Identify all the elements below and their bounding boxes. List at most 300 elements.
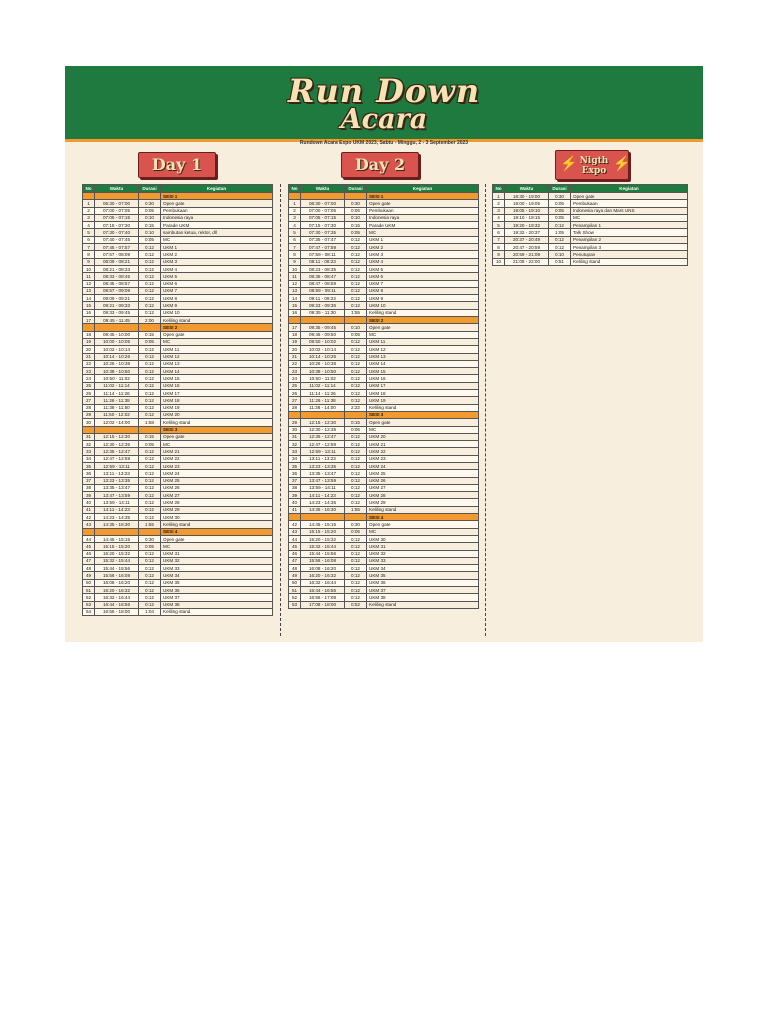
session-blank (95, 528, 139, 535)
table-row (289, 324, 479, 331)
row-activity: UKM 28 (161, 499, 273, 506)
session-header-row (289, 193, 479, 200)
row-time: 16:56 - 18:00 (95, 608, 139, 615)
row-time: 08:21 - 08:33 (95, 265, 139, 272)
row-number: 20 (83, 346, 95, 353)
row-duration: 0:12 (139, 514, 161, 521)
table-row (83, 470, 273, 477)
row-number: 5 (289, 229, 301, 236)
row-time: 09:45 - 11:45 (95, 317, 139, 324)
row-duration: 0:12 (549, 222, 571, 229)
row-time: 08:23 - 08:35 (301, 265, 345, 272)
table-row (83, 280, 273, 287)
row-number: 9 (493, 251, 505, 258)
row-number: 8 (83, 251, 95, 258)
header-durasi: Durasi (549, 185, 571, 193)
row-time: 16:32 - 16:44 (95, 594, 139, 601)
row-number: 41 (289, 506, 301, 513)
row-number: 13 (83, 287, 95, 294)
row-time: 08:33 - 08:45 (95, 273, 139, 280)
row-number: 16 (289, 309, 301, 316)
table-row (83, 579, 273, 586)
row-time: 11:38 - 14:00 (301, 404, 345, 411)
row-time: 19:10 - 19:15 (505, 214, 549, 221)
row-number: 34 (289, 455, 301, 462)
row-number: 19 (83, 338, 95, 345)
row-number: 24 (83, 375, 95, 382)
table-row (289, 455, 479, 462)
table-row (83, 360, 273, 367)
row-activity: UKM 16 (367, 375, 479, 382)
row-duration: 0:12 (139, 557, 161, 564)
row-activity: Pembukaan (367, 207, 479, 214)
table-row (83, 287, 273, 294)
session-blank (289, 514, 301, 521)
row-duration: 0:12 (345, 477, 367, 484)
column-divider (485, 184, 486, 636)
row-activity: UKM 13 (161, 360, 273, 367)
row-number: 20 (289, 346, 301, 353)
row-activity: UKM 29 (161, 506, 273, 513)
table-row (83, 207, 273, 214)
row-time: 09:35 - 11:30 (301, 309, 345, 316)
row-number: 10 (493, 258, 505, 265)
row-duration: 0:12 (345, 382, 367, 389)
row-duration: 0:10 (345, 214, 367, 221)
header-waktu: Waktu (301, 185, 345, 193)
table-row (289, 448, 479, 455)
event-subtitle: Rundown Acara Expo UKM 2023, Sabtu - Minggu, 2 - 3 September 2023 (299, 140, 469, 146)
row-number: 53 (289, 601, 301, 608)
row-number: 42 (83, 514, 95, 521)
row-number: 22 (289, 360, 301, 367)
row-duration: 0:10 (139, 229, 161, 236)
row-time: 12:35 - 12:47 (95, 448, 139, 455)
header-durasi: Durasi (139, 185, 161, 193)
row-duration: 0:15 (139, 433, 161, 440)
rundown-poster (65, 66, 703, 642)
row-activity: UKM 38 (367, 594, 479, 601)
table-row (493, 193, 688, 200)
row-duration: 0:12 (139, 565, 161, 572)
table-row (83, 236, 273, 243)
day-2-schedule-table (288, 184, 479, 609)
row-number: 18 (83, 331, 95, 338)
row-duration: 0:12 (139, 462, 161, 469)
row-duration: 0:12 (139, 499, 161, 506)
row-duration: 0:10 (345, 324, 367, 331)
session-label: SESI 2 (367, 317, 479, 324)
row-time: 11:26 - 11:38 (301, 397, 345, 404)
row-time: 11:14 - 11:26 (95, 390, 139, 397)
row-duration: 0:12 (139, 368, 161, 375)
table-row (493, 236, 688, 243)
table-row (83, 550, 273, 557)
row-duration: 0:12 (139, 258, 161, 265)
table-row (289, 353, 479, 360)
row-number: 6 (493, 229, 505, 236)
session-blank (139, 528, 161, 535)
row-duration: 0:12 (345, 302, 367, 309)
table-row (493, 214, 688, 221)
row-activity: UKM 35 (367, 572, 479, 579)
row-activity: UKM 23 (367, 455, 479, 462)
row-duration: 0:12 (345, 455, 367, 462)
row-time: 11:02 - 11:14 (301, 382, 345, 389)
row-activity: UKM 7 (367, 280, 479, 287)
session-label: SESI 4 (367, 514, 479, 521)
row-number: 44 (83, 535, 95, 542)
row-time: 07:15 - 07:30 (301, 222, 345, 229)
row-time: 07:00 - 07:05 (95, 207, 139, 214)
row-activity: UKM 22 (367, 448, 479, 455)
day-2-badge: Day 2 (341, 152, 419, 178)
header-kegiatan: Kegiatan (571, 185, 688, 193)
row-activity: UKM 15 (367, 368, 479, 375)
session-blank (345, 193, 367, 200)
row-duration: 0:12 (345, 587, 367, 594)
row-activity: UKM 30 (367, 535, 479, 542)
row-duration: 0:12 (345, 295, 367, 302)
table-row (83, 404, 273, 411)
row-duration: 0:12 (345, 492, 367, 499)
session-header-row (289, 317, 479, 324)
table-row (289, 368, 479, 375)
row-activity: UKM 14 (367, 360, 479, 367)
row-activity: UKM 30 (161, 514, 273, 521)
row-duration: 0:12 (345, 265, 367, 272)
row-activity: UKM 24 (367, 462, 479, 469)
row-activity: UKM 34 (367, 565, 479, 572)
row-duration: 0:12 (139, 287, 161, 294)
table-row (83, 214, 273, 221)
row-activity: UKM 3 (161, 258, 273, 265)
row-time: 10:14 - 10:26 (301, 353, 345, 360)
header-kegiatan: Kegiatan (367, 185, 479, 193)
row-duration: 0:15 (139, 222, 161, 229)
row-activity: UKM 2 (367, 244, 479, 251)
row-number: 31 (83, 433, 95, 440)
night-label-line1: Nigth (579, 156, 609, 166)
row-duration: 0:05 (345, 528, 367, 535)
row-time: 09:35 - 09:45 (301, 324, 345, 331)
row-duration: 0:12 (345, 287, 367, 294)
row-duration: 0:12 (139, 375, 161, 382)
lightning-icon: ⚡ (613, 156, 631, 172)
row-duration: 0:12 (345, 360, 367, 367)
table-header-row (289, 185, 479, 193)
row-time: 10:26 - 10:38 (95, 360, 139, 367)
row-activity: UKM 15 (161, 375, 273, 382)
row-duration: 0:12 (345, 368, 367, 375)
session-label: SESI 1 (161, 193, 273, 200)
row-duration: 0:12 (139, 448, 161, 455)
row-duration: 0:12 (139, 587, 161, 594)
row-time: 13:59 - 14:11 (301, 484, 345, 491)
session-blank (139, 324, 161, 331)
row-number: 16 (83, 309, 95, 316)
row-number: 30 (289, 426, 301, 433)
row-number: 6 (83, 236, 95, 243)
table-row (289, 462, 479, 469)
table-row (83, 601, 273, 608)
row-time: 09:50 - 10:02 (301, 338, 345, 345)
row-activity: Open gate (367, 419, 479, 426)
table-row (289, 200, 479, 207)
row-duration: 0:12 (345, 543, 367, 550)
header-kegiatan: Kegiatan (161, 185, 273, 193)
table-row (83, 309, 273, 316)
row-duration: 0:12 (139, 251, 161, 258)
table-row (83, 258, 273, 265)
row-duration: 0:12 (345, 557, 367, 564)
row-duration: 0:15 (345, 419, 367, 426)
row-time: 13:47 - 13:59 (301, 477, 345, 484)
row-time: 16:32 - 16:44 (301, 579, 345, 586)
table-row (83, 331, 273, 338)
row-time: 12:47 - 12:59 (301, 441, 345, 448)
row-number: 29 (289, 419, 301, 426)
row-number: 5 (493, 222, 505, 229)
header-banner (65, 66, 703, 139)
session-blank (301, 193, 345, 200)
table-row (83, 390, 273, 397)
table-row (83, 200, 273, 207)
row-duration: 0:30 (139, 200, 161, 207)
row-time: 10:50 - 11:02 (95, 375, 139, 382)
table-row (289, 244, 479, 251)
table-row (289, 484, 479, 491)
row-number: 22 (83, 360, 95, 367)
row-duration: 0:12 (345, 390, 367, 397)
row-time: 11:50 - 12:02 (95, 411, 139, 418)
session-label: SESI 3 (367, 411, 479, 418)
row-activity: UKM 17 (161, 390, 273, 397)
row-number: 43 (83, 521, 95, 528)
table-row (83, 477, 273, 484)
row-duration: 0:12 (345, 251, 367, 258)
row-number: 9 (289, 258, 301, 265)
row-time: 09:23 - 09:35 (301, 302, 345, 309)
row-number: 10 (289, 265, 301, 272)
row-duration: 0:12 (139, 411, 161, 418)
row-time: 10:38 - 10:50 (95, 368, 139, 375)
row-activity: UKM 25 (367, 470, 479, 477)
table-row (83, 557, 273, 564)
row-time: 08:11 - 08:23 (301, 258, 345, 265)
row-duration: 0:12 (139, 506, 161, 513)
row-number: 50 (289, 579, 301, 586)
session-header-row (289, 514, 479, 521)
row-duration: 0:05 (139, 338, 161, 345)
row-activity: UKM 7 (161, 287, 273, 294)
row-time: 07:59 - 08:11 (301, 251, 345, 258)
row-number: 44 (289, 535, 301, 542)
table-row (83, 375, 273, 382)
row-activity: UKM 33 (367, 557, 479, 564)
table-row (289, 557, 479, 564)
row-number: 40 (289, 499, 301, 506)
row-duration: 1:55 (345, 309, 367, 316)
row-activity: UKM 26 (367, 477, 479, 484)
table-row (493, 207, 688, 214)
session-blank (95, 324, 139, 331)
row-time: 09:09 - 09:21 (95, 295, 139, 302)
row-time: 15:15 - 15:20 (301, 528, 345, 535)
table-row (289, 309, 479, 316)
table-row (289, 302, 479, 309)
table-row (83, 587, 273, 594)
row-activity: UKM 21 (161, 448, 273, 455)
row-time: 10:50 - 11:02 (301, 375, 345, 382)
header-no: No (83, 185, 95, 193)
row-activity: Penampilan 3 (571, 244, 688, 251)
row-number: 45 (289, 543, 301, 550)
row-duration: 0:12 (139, 579, 161, 586)
table-row (83, 514, 273, 521)
row-duration: 0:05 (139, 236, 161, 243)
row-duration: 0:12 (345, 375, 367, 382)
row-time: 16:08 - 16:20 (95, 579, 139, 586)
row-activity: UKM 26 (161, 484, 273, 491)
row-time: 07:40 - 07:45 (95, 236, 139, 243)
row-time: 14:45 - 15:15 (301, 521, 345, 528)
row-number: 12 (83, 280, 95, 287)
row-time: 08:47 - 08:59 (301, 280, 345, 287)
row-number: 38 (289, 484, 301, 491)
row-duration: 0:05 (345, 229, 367, 236)
night-expo-label (570, 156, 618, 176)
row-time: 07:30 - 07:35 (301, 229, 345, 236)
table-row (83, 273, 273, 280)
row-activity: UKM 22 (161, 455, 273, 462)
row-time: 15:56 - 16:08 (95, 572, 139, 579)
row-time: 13:23 - 13:35 (301, 462, 345, 469)
row-activity: Pembukaan (571, 200, 688, 207)
row-activity: Keliling stand (367, 506, 479, 513)
row-activity: UKM 3 (367, 251, 479, 258)
row-time: 16:20 - 16:32 (301, 572, 345, 579)
row-number: 33 (289, 448, 301, 455)
session-blank (289, 193, 301, 200)
row-duration: 0:12 (139, 550, 161, 557)
row-time: 14:23 - 14:35 (95, 514, 139, 521)
table-header-row (83, 185, 273, 193)
row-duration: 0:52 (345, 601, 367, 608)
row-time: 09:45 - 10:00 (95, 331, 139, 338)
row-number: 38 (83, 484, 95, 491)
row-duration: 0:12 (345, 499, 367, 506)
row-duration: 0:30 (549, 193, 571, 200)
row-number: 54 (83, 608, 95, 615)
row-activity: Open gate (367, 200, 479, 207)
table-row (289, 338, 479, 345)
row-time: 13:23 - 13:35 (95, 477, 139, 484)
row-duration: 0:12 (345, 397, 367, 404)
row-activity: Open gate (161, 200, 273, 207)
row-activity: Open gate (161, 331, 273, 338)
row-number: 2 (289, 207, 301, 214)
row-number: 21 (289, 353, 301, 360)
row-duration: 0:10 (549, 251, 571, 258)
table-row (289, 426, 479, 433)
table-row (289, 214, 479, 221)
row-activity: Parade UKM (367, 222, 479, 229)
row-number: 12 (289, 280, 301, 287)
row-time: 07:05 - 07:15 (301, 214, 345, 221)
row-duration: 0:15 (139, 331, 161, 338)
row-time: 12:30 - 12:35 (95, 441, 139, 448)
row-number: 33 (83, 448, 95, 455)
row-number: 2 (83, 207, 95, 214)
row-time: 10:02 - 10:14 (95, 346, 139, 353)
row-time: 08:45 - 08:57 (95, 280, 139, 287)
row-activity: Keliling stand (161, 608, 273, 615)
row-time: 15:32 - 15:44 (301, 543, 345, 550)
row-activity: UKM 10 (161, 309, 273, 316)
row-activity: UKM 17 (367, 382, 479, 389)
table-row (83, 251, 273, 258)
row-number: 7 (493, 236, 505, 243)
row-activity: UKM 28 (367, 492, 479, 499)
row-time: 14:11 - 14:23 (301, 492, 345, 499)
table-header-row (493, 185, 688, 193)
session-blank (83, 426, 95, 433)
row-activity: UKM 31 (367, 543, 479, 550)
row-activity: UKM 37 (161, 594, 273, 601)
table-row (289, 441, 479, 448)
row-activity: MC (161, 441, 273, 448)
row-duration: 0:15 (345, 222, 367, 229)
row-activity: Keliling stand (161, 521, 273, 528)
row-time: 08:57 - 09:09 (95, 287, 139, 294)
row-duration: 1:55 (345, 506, 367, 513)
table-row (289, 572, 479, 579)
row-duration: 0:12 (345, 565, 367, 572)
row-duration: 0:12 (345, 572, 367, 579)
row-activity: UKM 20 (161, 411, 273, 418)
table-row (289, 499, 479, 506)
row-time: 15:44 - 15:56 (95, 565, 139, 572)
table-row (289, 579, 479, 586)
row-activity: sambutan ketua, rektor, dll (161, 229, 273, 236)
row-number: 35 (289, 462, 301, 469)
column-divider (280, 184, 281, 636)
table-row (289, 360, 479, 367)
row-activity: Indonesia raya dan Mars UNS (571, 207, 688, 214)
row-duration: 0:12 (139, 601, 161, 608)
title-acara: Acara (340, 104, 428, 135)
row-time: 20:37 - 20:49 (505, 236, 549, 243)
row-number: 7 (289, 244, 301, 251)
session-blank (301, 514, 345, 521)
row-duration: 0:12 (345, 579, 367, 586)
row-time: 19:20 - 19:32 (505, 222, 549, 229)
session-header-row (83, 193, 273, 200)
row-activity: UKM 32 (161, 557, 273, 564)
row-activity: MC (367, 229, 479, 236)
row-activity: MC (161, 543, 273, 550)
row-time: 14:23 - 14:35 (301, 499, 345, 506)
session-blank (301, 317, 345, 324)
row-activity: Open gate (571, 193, 688, 200)
row-activity: UKM 6 (161, 280, 273, 287)
session-blank (83, 193, 95, 200)
row-activity: UKM 9 (367, 295, 479, 302)
row-number: 4 (83, 222, 95, 229)
row-activity: Keliling stand (367, 601, 479, 608)
row-time: 12:35 - 12:47 (301, 433, 345, 440)
